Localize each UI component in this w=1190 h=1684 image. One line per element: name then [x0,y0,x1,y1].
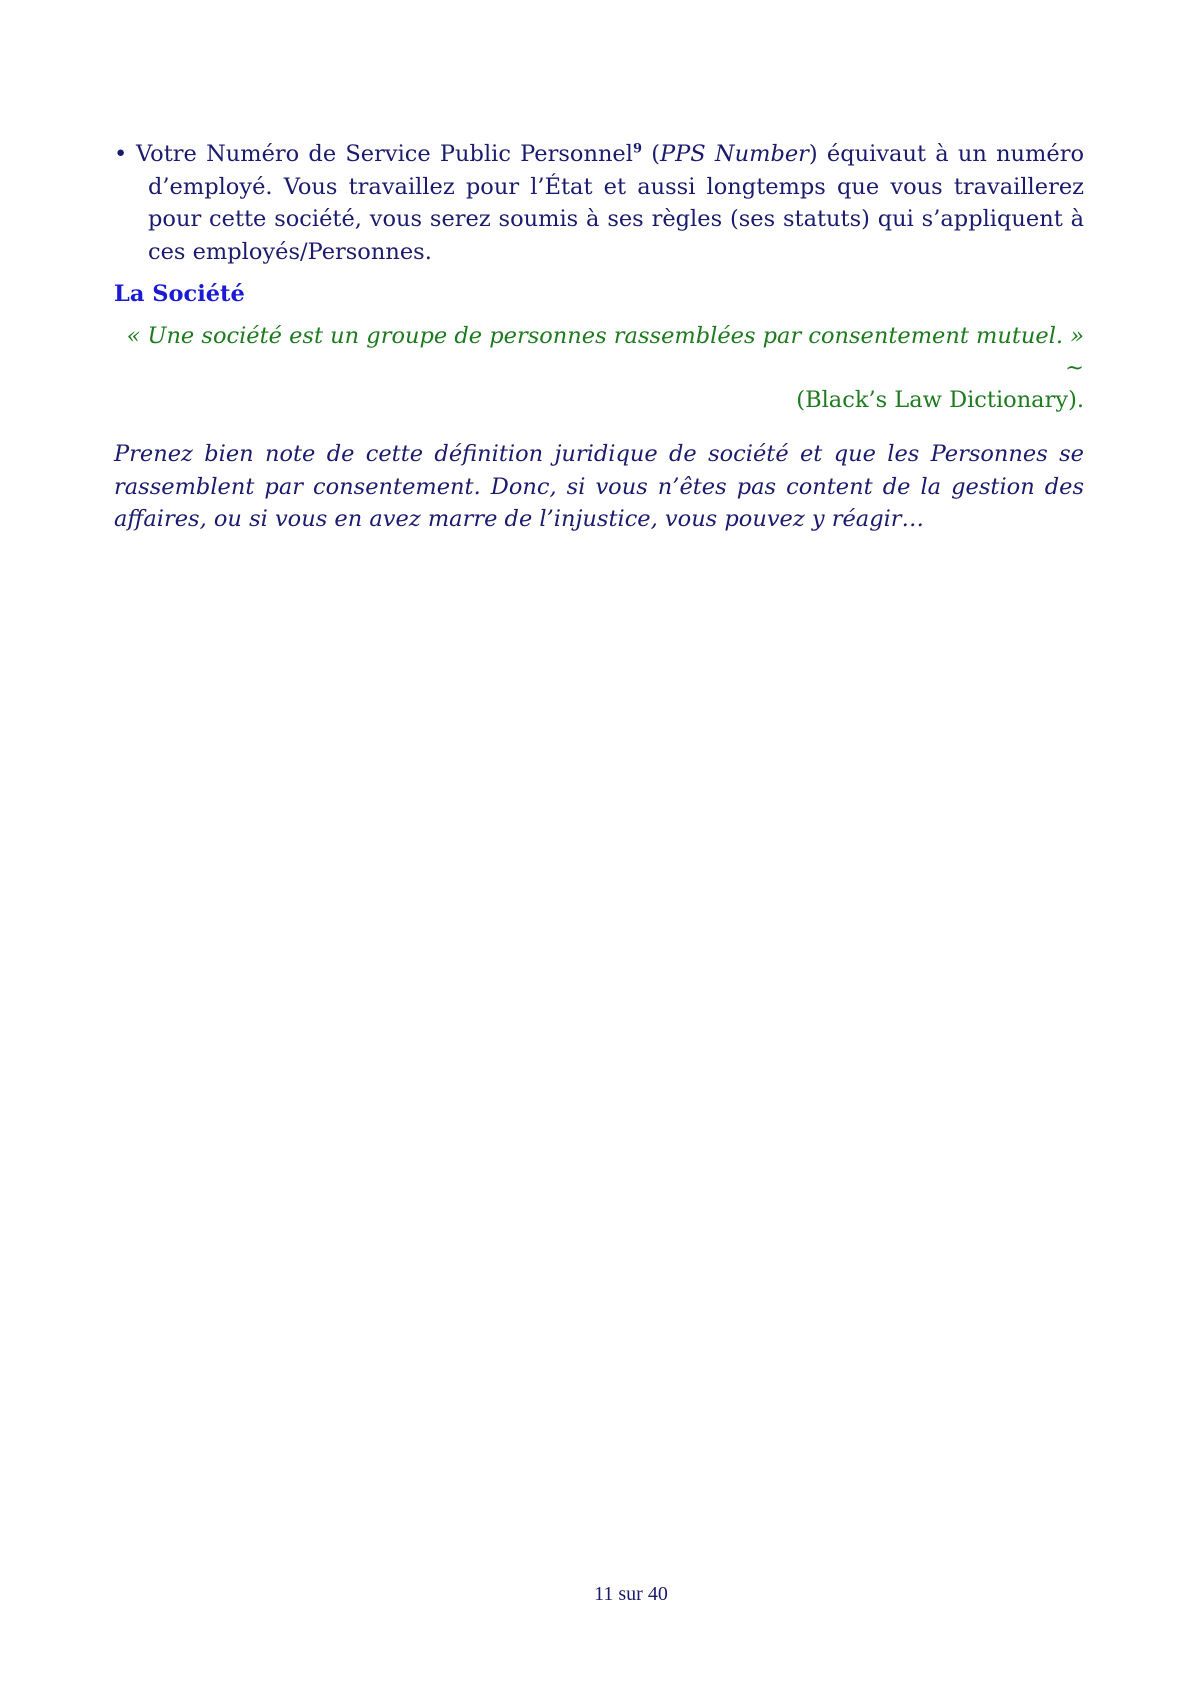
commentary-paragraph: Prenez bien note de cette définition juridique de société et que les Personnes se rassemblent par consentement. Donc, si vous n’êtes pas content de la gestion des affaires, ou si vous en avez marre de l’injustice, vous pouvez y réagir… [114,441,1084,532]
footnote-reference[interactable]: 9 [632,141,642,157]
quote-tilde: ~ [1065,355,1084,381]
bullet-icon: • [114,141,128,167]
section-heading: La Société [114,281,245,307]
italic-term: PPS Number [660,141,809,167]
quote-source: (Black’s Law Dictionary). [796,387,1084,413]
bullet-text-rest: ) équivaut à un numéro d’employé. Vous travaillez pour l’État et aussi longtemps que vous travaillerez pour cette société, vous serez soumis à ses règles (ses statuts) qui s’appliquent à ces employés/Personnes. [148,141,1084,265]
page-content [114,138,1084,558]
quote-line [114,320,1084,384]
quote-block [114,320,1084,416]
page-number: 11 sur 40 [594,1583,668,1605]
bullet-text-start: Votre Numéro de Service Public Personnel [136,141,633,167]
open-paren: ( [642,141,661,167]
quote-text: « Une société est un groupe de personnes rassemblées par consentement mutuel. » [126,323,1084,349]
bullet-item [114,138,1084,268]
